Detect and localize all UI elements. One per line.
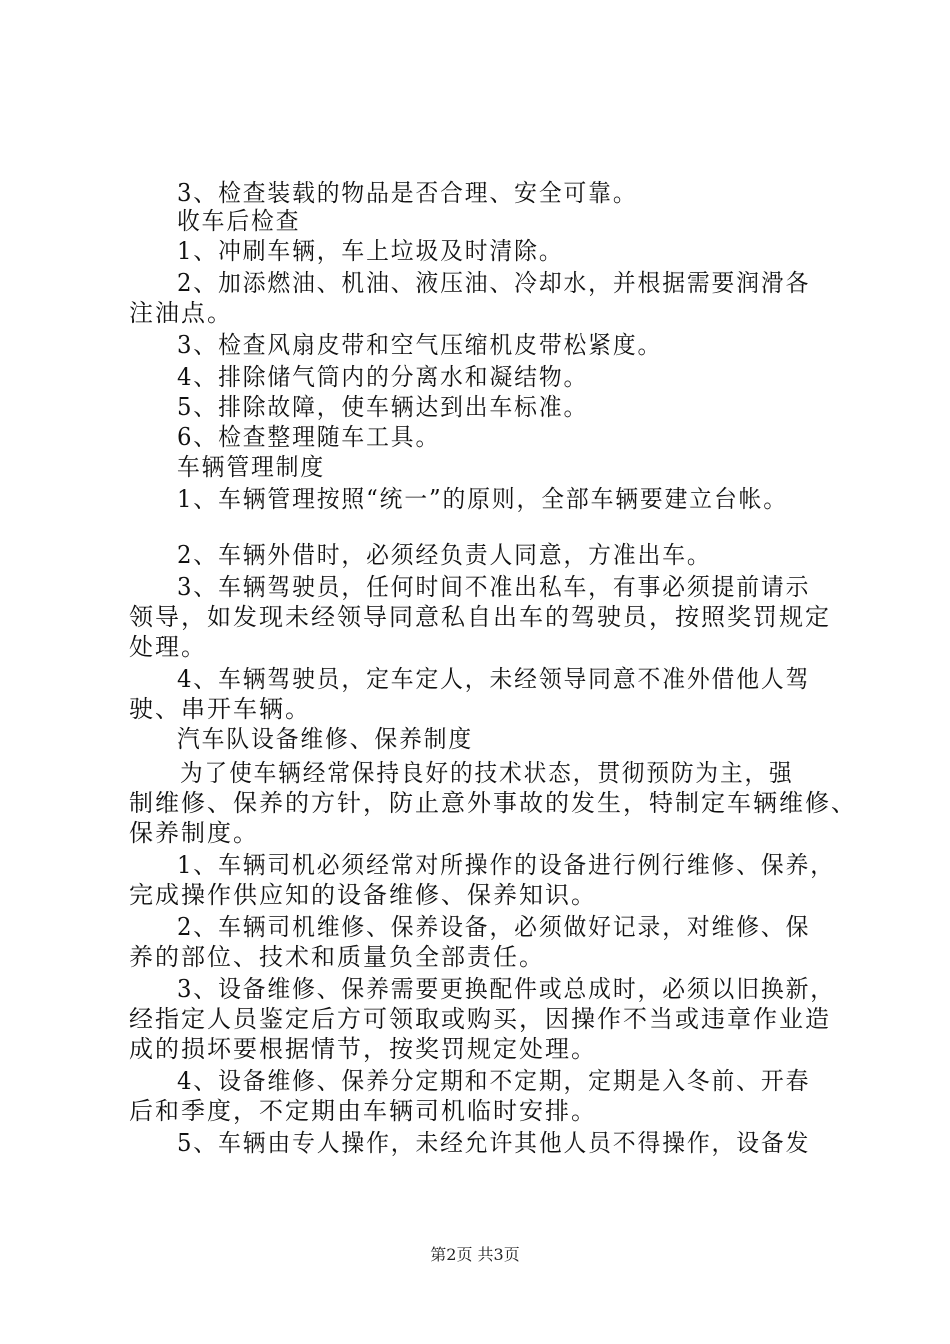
text-line: 驶、串开车辆。 bbox=[129, 695, 311, 723]
section-heading: 车辆管理制度 bbox=[177, 453, 326, 481]
section-heading: 汽车队设备维修、保养制度 bbox=[177, 725, 474, 753]
text-line: 经指定人员鉴定后方可领取或购买，因操作不当或违章作业造 bbox=[129, 1005, 831, 1033]
text-line: 4、排除储气筒内的分离水和凝结物。 bbox=[177, 363, 589, 391]
page-footer: 第2页 共3页 bbox=[430, 1245, 520, 1264]
text-line: 3、检查风扇皮带和空气压缩机皮带松紧度。 bbox=[177, 331, 663, 359]
text-line: 3、检查装载的物品是否合理、安全可靠。 bbox=[177, 179, 638, 207]
text-line: 3、车辆驾驶员，任何时间不准出私车，有事必须提前请示 bbox=[177, 573, 811, 601]
text-line: 2、车辆司机维修、保养设备，必须做好记录，对维修、保 bbox=[177, 913, 811, 941]
text-line: 4、车辆驾驶员，定车定人，未经领导同意不准外借他人驾 bbox=[177, 665, 811, 693]
text-line: 注油点。 bbox=[129, 299, 233, 327]
text-line: 完成操作供应知的设备维修、保养知识。 bbox=[129, 881, 597, 909]
text-line: 3、设备维修、保养需要更换配件或总成时，必须以旧换新， bbox=[177, 975, 835, 1003]
text-line: 1、冲刷车辆，车上垃圾及时清除。 bbox=[177, 237, 564, 265]
text-line: 领导，如发现未经领导同意私自出车的驾驶员，按照奖罚规定 bbox=[129, 603, 831, 631]
text-line: 成的损坏要根据情节，按奖罚规定处理。 bbox=[129, 1035, 597, 1063]
text-line: 养的部位、技术和质量负全部责任。 bbox=[129, 943, 545, 971]
text-line: 1、车辆司机必须经常对所操作的设备进行例行维修、保养， bbox=[177, 851, 835, 879]
text-line: 制维修、保养的方针，防止意外事故的发生，特制定车辆维修、 bbox=[129, 789, 857, 817]
text-line: 6、检查整理随车工具。 bbox=[177, 423, 441, 451]
text-line: 为了使车辆经常保持良好的技术状态，贯彻预防为主，强 bbox=[180, 759, 794, 787]
section-heading: 收车后检查 bbox=[177, 207, 301, 235]
text-line: 1、车辆管理按照“统一”的原则，全部车辆要建立台帐。 bbox=[177, 485, 788, 513]
text-line: 5、车辆由专人操作，未经允许其他人员不得操作，设备发 bbox=[177, 1129, 811, 1157]
text-line: 5、排除故障，使车辆达到出车标准。 bbox=[177, 393, 589, 421]
text-line: 后和季度，不定期由车辆司机临时安排。 bbox=[129, 1097, 597, 1125]
text-line: 2、车辆外借时，必须经负责人同意，方准出车。 bbox=[177, 541, 712, 569]
text-line: 2、加添燃油、机油、液压油、冷却水，并根据需要润滑各 bbox=[177, 269, 811, 297]
text-line: 4、设备维修、保养分定期和不定期，定期是入冬前、开春 bbox=[177, 1067, 811, 1095]
text-line: 处理。 bbox=[129, 633, 207, 661]
text-line: 保养制度。 bbox=[129, 819, 259, 847]
